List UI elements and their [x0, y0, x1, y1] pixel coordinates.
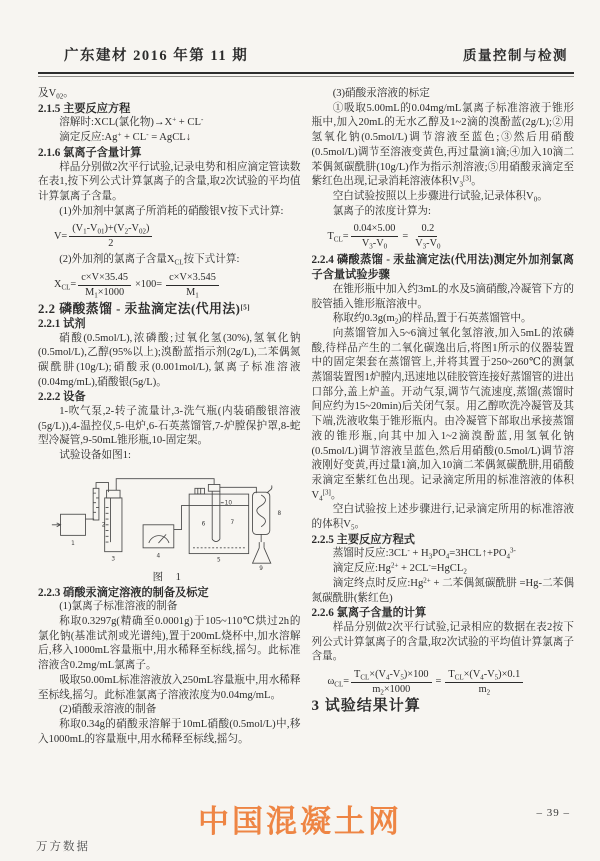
figure-label: 5 — [217, 557, 221, 564]
formula-v — [54, 223, 301, 249]
fraction: $\frac{0.2}{V_3-V_0}$ — [415, 223, 441, 251]
paragraph: 称取约$0.3g(m_2)$的样品,置于石英蒸馏管中。 — [332, 313, 532, 326]
paragraph: 滴定终点时反应$:Hg^{2+}$ + 二苯偶氮碳酰肼 =Hg-二苯偶氮碳酰肼(紫红色) — [311, 576, 574, 604]
apparatus-schematic — [49, 469, 289, 571]
wanfang-data-mark: 万方数据 — [36, 841, 90, 853]
paragraph: 1-吹气泵,2-转子流量计,3-洗气瓶(内装硝酸银溶液(5g/L)),4-温控仪,5-电炉,6-石英蒸馏管,7-炉膛保护罩,8-蛇型冷凝管,9-50mL锥形瓶,10-固定架。 — [38, 406, 301, 447]
section-heading: 2.2.4 磷酸蒸馏 - 汞盐滴定法(代用法)测定外加剂氯离子含量试验步骤 — [311, 254, 574, 282]
list-line: (1)氯离子标准溶液的制备 — [59, 601, 178, 613]
header-rule — [38, 72, 574, 77]
figure-label: 9 — [259, 565, 264, 571]
paragraph: 硝酸(0.5mol/L),浓磷酸;过氧化氢(30%),氢氧化钠(0.5mol/L),乙醇(95%以上);溴酚蓝指示剂(2g/L),二苯偶氮碳酰肼(10g/L);硝酸汞(0.001mol/L),氯离子标准溶液(0.04mg/mL),硝酸银(5g/L)。 — [38, 332, 301, 388]
paragraph: 在锥形瓶中加入约3mL的水及5滴硝酸,冷凝管下方的胶管插入锥形瓶溶液中。 — [311, 283, 574, 310]
list-line: (2)硝酸汞溶液的制备 — [59, 704, 157, 716]
list-line: (3)硝酸汞溶液的标定 — [332, 88, 430, 99]
formula-mid: ×100= — [135, 279, 163, 291]
right-column — [312, 87, 575, 789]
equation-line: 滴定反应$:Hg^{2+}$ + 2CL-=HgCL$_2$ — [332, 561, 467, 576]
fraction: $\frac{0.04\times 5.00}{V_3-V_0}$ — [351, 223, 399, 249]
fraction: $\frac{(V_1-V_{01})+(V_2-V_{02})}{2}$ — [69, 223, 152, 249]
paragraph: 称取0.34g的硝酸汞溶解于10mL硝酸(0.5mol/L)中,移入1000mL的容量瓶中,用水稀释至标线,摇匀。 — [38, 718, 301, 745]
figure-label: 4 — [156, 553, 161, 560]
journal-title: 广东建材 2016 年第 11 期 — [64, 48, 249, 64]
figure-apparatus-diagram — [49, 469, 289, 571]
figure-label: 7 — [230, 519, 235, 526]
section-heading: 2.1.5 主要反应方程 — [38, 102, 131, 115]
paragraph: 向蒸馏管加入5~6滴过氧化氢溶液,加入5mL的浓磷酸,待样品产生的二氧化碳逸出后,将图1所示的仪器装置中的固定架套在蒸馏管上,并将其置于250~260℃的测氯蒸馏装置图1炉膛内,迅速地以硅胶管连接好蒸馏管的进出口部分,盖上炉盖。开动气泵,调节气流速度,蒸馏(蒸馏时间应约为15~20min)后关闭气泵。用乙醇吹洗冷凝管及其下端,洗液收集于锥形瓶内。由冷凝管下部取出承接蒸馏液的锥形瓶,向其中加入1~2滴溴酚蓝,用氢氧化钠(0.5mol/L)调节溶液呈蓝色,然后用硝酸(0.5mol/L)调节溶液刚好变黄,再过量1滴,加入10滴二苯偶氮碳酰肼,用硝酸汞滴定至紫红色出现。记录滴定所用的标准溶液的体积$V_4[3]$。 — [311, 327, 574, 503]
page-number: – 39 – — [536, 807, 570, 819]
section-column-title: 质量控制与检测 — [463, 48, 568, 63]
paragraph: 吸取50.00mL标准溶液放入250mL容量瓶中,用水稀释至标线,摇匀。此标准氯离子溶液浓度为0.04mg/mL。 — [38, 674, 301, 701]
paragraph: 样品分别做2次平行试验,记录电势和相应滴定管读数在表1,按下列公式计算氯离子的含量,取2次试验的平均值计算氯离子含量。 — [38, 161, 301, 202]
section-heading: 2.1.6 氯离子含量计算 — [38, 146, 142, 159]
formula-mid: = — [402, 230, 409, 242]
equation-line: 滴定反应:Ag+ + CL- = AgCL↓ — [59, 130, 192, 144]
figure-label: 2 — [102, 522, 106, 529]
left-column — [38, 87, 301, 789]
figure-label: 3 — [111, 556, 116, 563]
figure-caption: 图 1 — [152, 571, 186, 583]
paragraph: 氯离子的浓度计算为: — [332, 205, 431, 217]
list-line: (2)外加剂的氯离子含量$X_{CL}$按下式计算: — [59, 254, 240, 267]
fraction: $\frac{c\times V\times 3.545}{M_1}$ — [166, 272, 219, 298]
two-column-body — [38, 87, 574, 789]
fraction: $\frac{c\times V\times 35.45}{M_1\times 1000}$ — [78, 272, 131, 298]
paragraph: 空白试验按上述步骤进行,记录滴定所用的标准溶液的体积$V_5$。 — [311, 504, 574, 532]
chapter-heading-results: 3 试验结果计算 — [311, 698, 421, 715]
figure-label: 8 — [277, 511, 282, 518]
section-heading: 2.2.3 硝酸汞滴定溶液的制备及标定 — [38, 586, 209, 599]
section-heading: 2.2.2 设备 — [38, 391, 86, 404]
paragraph: 样品分别做2次平行试验,记录相应的数据在表2按下列公式计算氯离子的含量,取2次试验的平均值计算氯离子含量。 — [311, 621, 574, 663]
equation-line: 溶解时:XCL(氯化物)→X+ + CL- — [59, 115, 204, 129]
formula-xcl — [54, 272, 301, 298]
paragraph: 称取0.3297g(精确至0.0001g)于105~110℃烘过2h的氯化钠(基准试剂或光谱纯),置于200mL烧杯中,加水溶解后,移入1000mL容量瓶中,用水稀释至标线,摇匀。此标准溶液含0.2mg/mL氯离子。 — [38, 616, 301, 672]
equation-line: 蒸馏时反应:3CL- + $H_3PO_4=3HCL↑+PO_4^{3-}$ — [332, 546, 516, 561]
paragraph: ①吸取5.00mL的0.04mg/mL氯离子标准溶液于锥形瓶中,加入20mL的无水乙醇及1~2滴的溴酚蓝(2g/L);②用氢氧化钠(0.5mol/L)调节溶液至蓝色;③然后用硝酸(0.5mol/L)调节至溶液变黄色,再过量滴1滴;④加入10滴二苯偶氮碳酰肼(10g/L)作为指示剂溶液;⑤用硝酸汞滴定至紫红色出现,记录消耗溶液体积$V_3[3]$。 — [311, 102, 574, 189]
section-heading-2-2: 2.2 磷酸蒸馏 - 汞盐滴定法(代用法)[5] — [38, 302, 251, 317]
list-line: (1)外加剂中氯离子所消耗的硝酸银V按下式计算: — [59, 205, 284, 217]
paragraph: 试验设备如图1: — [59, 450, 131, 462]
page-header — [38, 44, 574, 72]
formula-lhs: V= — [54, 230, 68, 242]
paragraph-continuation: 及$V_{02}$。 — [38, 88, 74, 101]
section-heading: 2.2.1 试剂 — [38, 317, 86, 330]
formula-wcl — [328, 669, 575, 695]
fraction: $\frac{T_{CL}\times(V_4-V_5)\times 0.1}{m_2}$ — [445, 669, 523, 695]
formula-mid: = — [435, 676, 442, 688]
section-heading: 2.2.6 氯离子含量的计算 — [311, 607, 427, 620]
paragraph: 空白试验按照以上步骤进行试验,记录体积$V_0$。 — [332, 190, 548, 204]
fraction: $\frac{T_{CL}\times(V_4-V_5)\times 100}{m_2\times 1000}$ — [351, 669, 432, 695]
section-heading: 2.2.5 主要反应方程式 — [311, 533, 415, 546]
figure-label: 10 — [224, 500, 233, 507]
site-watermark: 中国混凝土网 — [198, 804, 402, 839]
figure-label: 1 — [71, 540, 76, 547]
formula-lhs: $\omega_{CL}=$ — [327, 676, 350, 689]
figure-label: 6 — [201, 521, 206, 528]
formula-lhs: $X_{CL}=$ — [54, 279, 77, 292]
formula-tcl — [328, 223, 575, 249]
formula-lhs: $T_{CL}=$ — [327, 230, 349, 244]
